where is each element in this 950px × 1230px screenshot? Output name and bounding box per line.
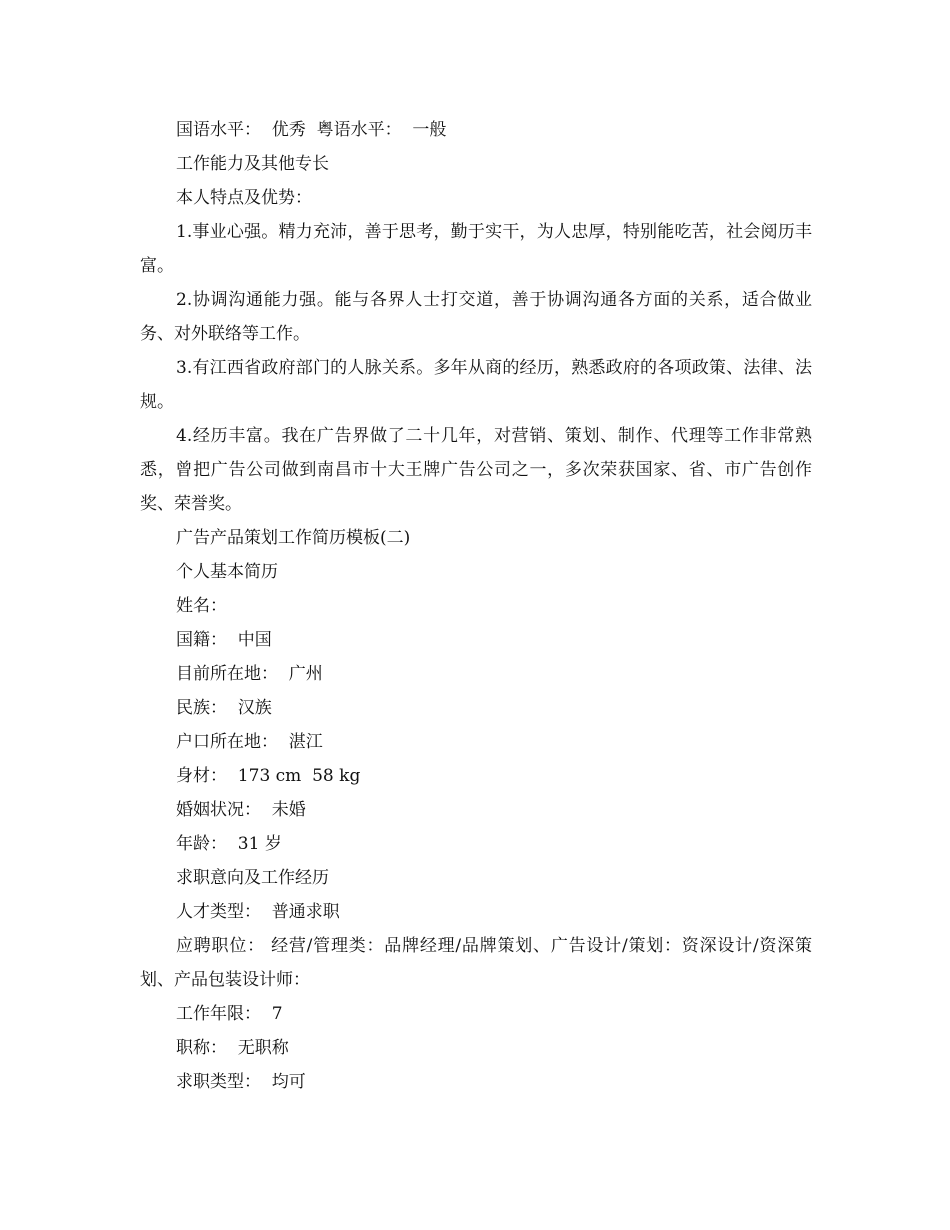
language-level-line: 国语水平： 优秀 粤语水平： 一般 <box>176 120 447 140</box>
field-applied-position: 应聘职位： 经营/管理类：品牌经理/品牌策划、广告设计/策划：资深设计/资深策划、产品包装设计师： <box>140 936 812 990</box>
field-nationality: 国籍： 中国 <box>176 630 272 650</box>
field-height-weight: 身材： 173 cm 58 kg <box>176 766 361 786</box>
field-years-of-experience: 工作年限： 7 <box>176 1004 283 1024</box>
strength-paragraph-3: 3.有江西省政府部门的人脉关系。多年从商的经历，熟悉政府的各项政策、法律、法规。 <box>140 358 812 412</box>
field-ethnicity: 民族： 汉族 <box>176 698 272 718</box>
section-heading-job-intention: 求职意向及工作经历 <box>176 868 329 888</box>
strength-paragraph-2: 2.协调沟通能力强。能与各界人士打交道，善于协调沟通各方面的关系，适合做业务、对外联络等工作。 <box>140 290 812 344</box>
strength-paragraph-4: 4.经历丰富。我在广告界做了二十几年，对营销、策划、制作、代理等工作非常熟悉，曾把广告公司做到南昌市十大王牌广告公司之一，多次荣获国家、省、市广告创作奖、荣誉奖。 <box>140 426 812 514</box>
section-heading-abilities: 工作能力及其他专长 <box>176 154 329 174</box>
field-job-title: 职称： 无职称 <box>176 1038 289 1058</box>
field-marital-status: 婚姻状况： 未婚 <box>176 800 306 820</box>
field-name: 姓名： <box>176 596 227 616</box>
section-heading-basic-info: 个人基本简历 <box>176 562 278 582</box>
strength-paragraph-1: 1.事业心强。精力充沛，善于思考，勤于实干，为人忠厚，特别能吃苦，社会阅历丰富。 <box>140 222 812 276</box>
template-title: 广告产品策划工作简历模板(二) <box>176 528 411 548</box>
field-household-registration: 户口所在地： 湛江 <box>176 732 323 752</box>
strengths-heading: 本人特点及优势： <box>176 188 312 208</box>
field-job-type: 求职类型： 均可 <box>176 1072 306 1092</box>
field-talent-type: 人才类型： 普通求职 <box>176 902 340 922</box>
field-current-location: 目前所在地： 广州 <box>176 664 323 684</box>
document-body <box>140 113 812 1099</box>
field-age: 年龄： 31 岁 <box>176 834 282 854</box>
